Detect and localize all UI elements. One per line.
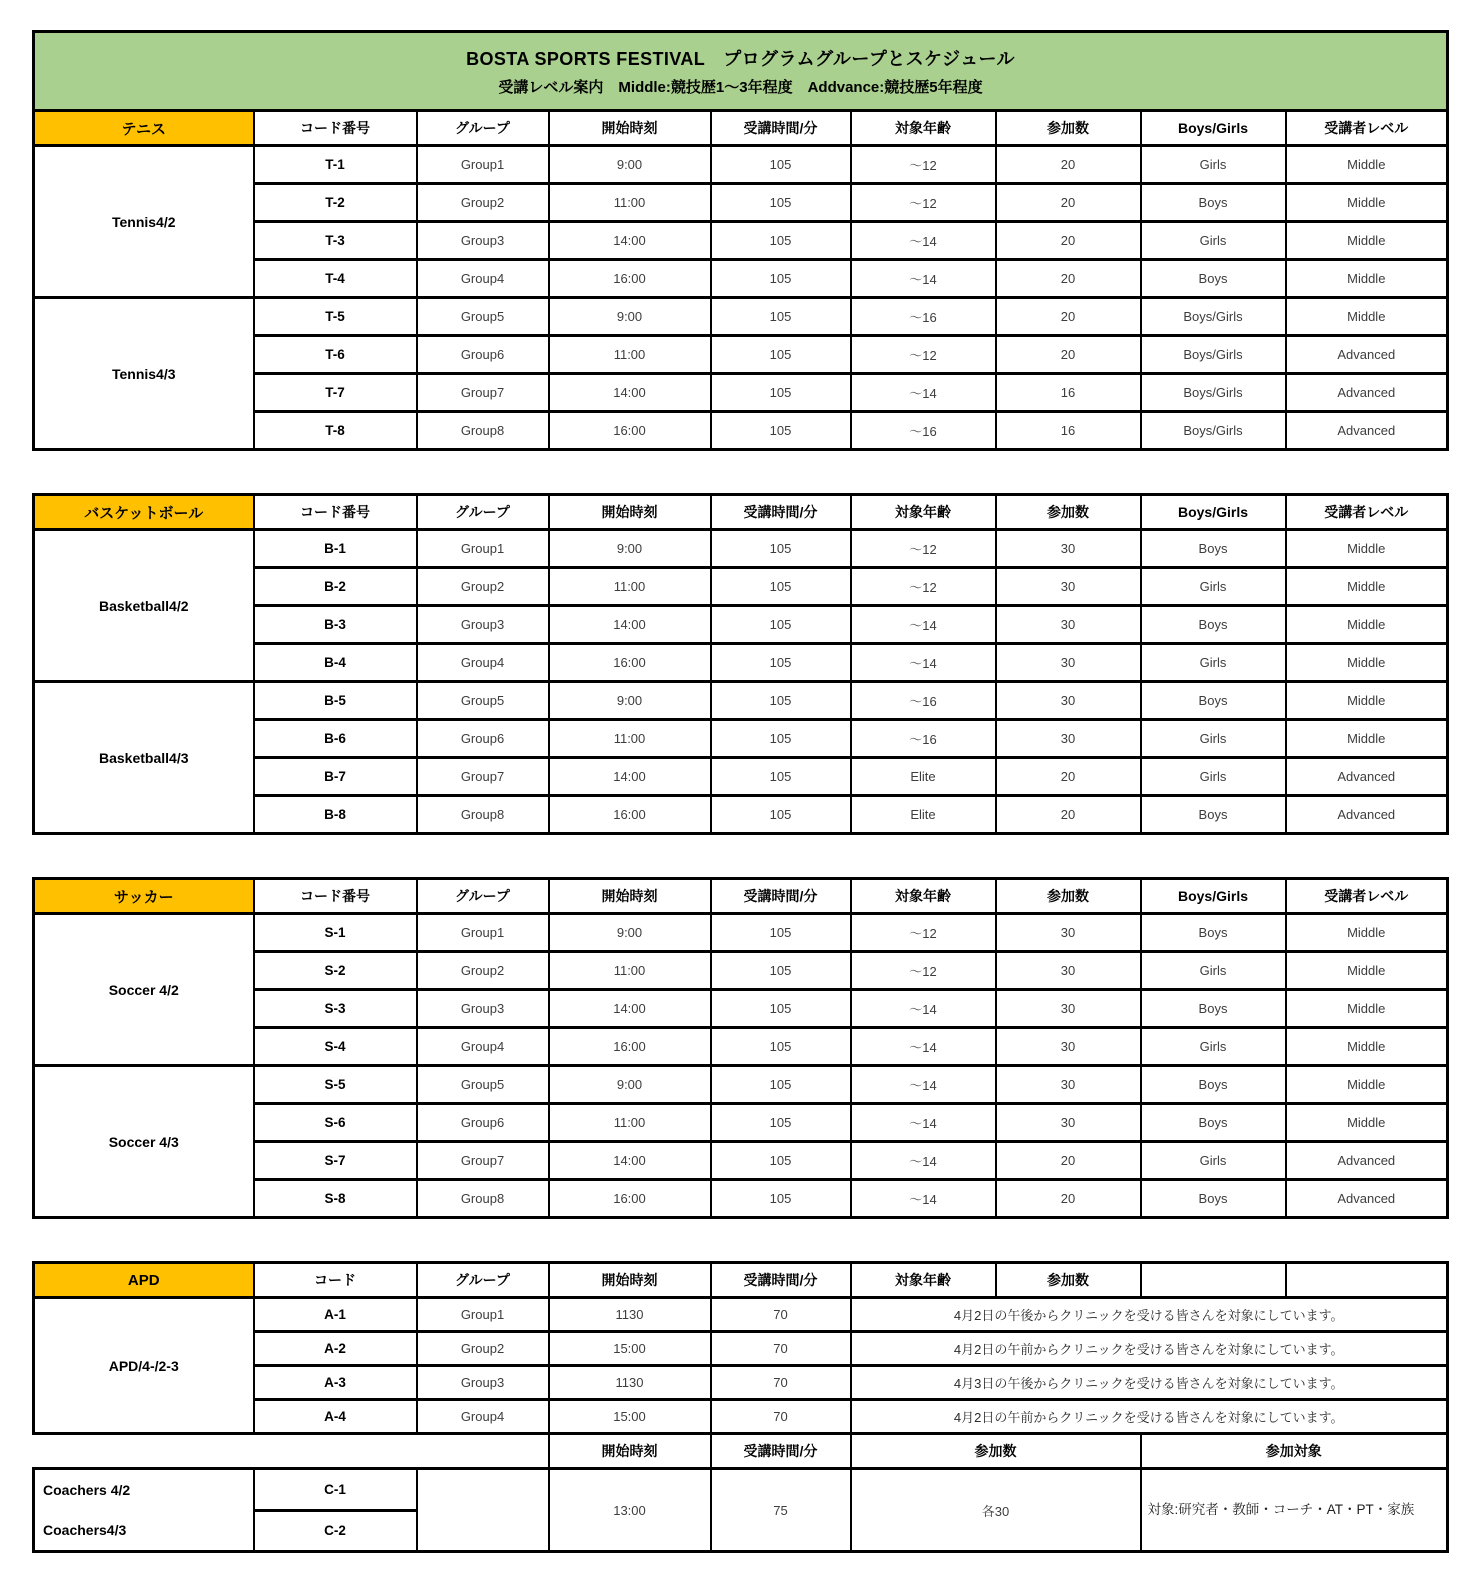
title-row [34, 32, 1448, 111]
start-cell: 11:00 [549, 184, 711, 222]
count-cell: 30 [996, 682, 1141, 720]
start-cell: 1130 [549, 1298, 711, 1332]
column-header-count: 参加数 [996, 495, 1141, 530]
start-cell: 14:00 [549, 374, 711, 412]
code-cell: S-2 [254, 952, 417, 990]
apd-table [32, 1261, 1449, 1435]
gender-cell: Boys [1141, 914, 1286, 952]
age-cell: ～14 [851, 374, 996, 412]
table-row [34, 1469, 1448, 1511]
duration-cell: 105 [711, 222, 851, 260]
count-cell: 20 [996, 184, 1141, 222]
duration-cell: 70 [711, 1366, 851, 1400]
sub-header-row [34, 1434, 1448, 1469]
start-cell: 9:00 [549, 682, 711, 720]
code-cell: T-5 [254, 298, 417, 336]
age-cell: ～14 [851, 1104, 996, 1142]
code-cell: T-3 [254, 222, 417, 260]
age-cell: ～16 [851, 682, 996, 720]
target-note-cell: 4月2日の午前からクリニックを受ける皆さんを対象にしています。 [851, 1332, 1448, 1366]
gender-cell: Girls [1141, 222, 1286, 260]
start-cell: 11:00 [549, 720, 711, 758]
gender-cell: Boys [1141, 606, 1286, 644]
column-header-duration: 受講時間/分 [711, 111, 851, 146]
group-cell: Group4 [417, 260, 549, 298]
code-cell: T-8 [254, 412, 417, 450]
level-cell: Advanced [1286, 374, 1448, 412]
column-header-level: 受講者レベル [1286, 879, 1448, 914]
gender-cell: Boys/Girls [1141, 374, 1286, 412]
count-cell: 20 [996, 758, 1141, 796]
duration-cell: 105 [711, 530, 851, 568]
start-cell: 16:00 [549, 412, 711, 450]
column-header-code: コード番号 [254, 495, 417, 530]
age-cell: ～14 [851, 1142, 996, 1180]
table-row [34, 914, 1448, 952]
group-cell: Group2 [417, 952, 549, 990]
group-cell: Group6 [417, 336, 549, 374]
age-cell: ～12 [851, 336, 996, 374]
age-cell: ～16 [851, 412, 996, 450]
level-cell: Middle [1286, 682, 1448, 720]
group-cell: Group4 [417, 1400, 549, 1434]
gender-cell: Boys [1141, 796, 1286, 834]
count-cell: 20 [996, 298, 1141, 336]
start-cell: 15:00 [549, 1332, 711, 1366]
code-cell: B-2 [254, 568, 417, 606]
gender-cell: Boys [1141, 530, 1286, 568]
coachers-table [32, 1432, 1449, 1553]
count-cell: 各30 [851, 1469, 1141, 1552]
sport-name-cell: Soccer 4/2 [34, 914, 254, 1066]
table-row [34, 146, 1448, 184]
column-header-start: 開始時刻 [549, 1434, 711, 1469]
column-header-count: 参加数 [996, 111, 1141, 146]
age-cell: ～16 [851, 298, 996, 336]
target-note-cell: 4月2日の午後からクリニックを受ける皆さんを対象にしています。 [851, 1298, 1448, 1332]
level-cell: Advanced [1286, 1142, 1448, 1180]
gender-cell: Girls [1141, 1142, 1286, 1180]
age-cell: ～12 [851, 184, 996, 222]
target-note-cell: 4月2日の午前からクリニックを受ける皆さんを対象にしています。 [851, 1400, 1448, 1434]
count-cell: 30 [996, 644, 1141, 682]
column-header-duration: 受講時間/分 [711, 1434, 851, 1469]
column-header-count: 参加数 [996, 1263, 1141, 1298]
code-cell: S-8 [254, 1180, 417, 1218]
tennis-table [32, 30, 1449, 451]
column-header-level: 受講者レベル [1286, 111, 1448, 146]
header-row [34, 495, 1448, 530]
level-cell: Middle [1286, 1066, 1448, 1104]
document-title-banner [34, 32, 1448, 111]
count-cell: 20 [996, 146, 1141, 184]
target-note-cell: 4月3日の午後からクリニックを受ける皆さんを対象にしています。 [851, 1366, 1448, 1400]
start-cell: 11:00 [549, 568, 711, 606]
column-header-empty [1286, 1263, 1448, 1298]
level-cell: Advanced [1286, 1180, 1448, 1218]
duration-cell: 105 [711, 606, 851, 644]
age-cell: ～12 [851, 914, 996, 952]
group-cell: Group5 [417, 1066, 549, 1104]
gender-cell: Girls [1141, 720, 1286, 758]
duration-cell: 105 [711, 1142, 851, 1180]
code-cell: S-7 [254, 1142, 417, 1180]
start-cell: 9:00 [549, 146, 711, 184]
level-cell: Middle [1286, 644, 1448, 682]
column-header-empty [1141, 1263, 1286, 1298]
table-row [34, 530, 1448, 568]
duration-cell: 105 [711, 1180, 851, 1218]
duration-cell: 75 [711, 1469, 851, 1552]
age-cell: ～12 [851, 146, 996, 184]
duration-cell: 105 [711, 336, 851, 374]
duration-cell: 105 [711, 1028, 851, 1066]
empty-group-cell [417, 1469, 549, 1552]
start-cell: 11:00 [549, 336, 711, 374]
gender-cell: Boys [1141, 260, 1286, 298]
duration-cell: 105 [711, 644, 851, 682]
duration-cell: 105 [711, 1104, 851, 1142]
gender-cell: Boys/Girls [1141, 298, 1286, 336]
column-header-group: グループ [417, 1263, 549, 1298]
gender-cell: Boys [1141, 990, 1286, 1028]
column-header-age: 対象年齢 [851, 1263, 996, 1298]
duration-cell: 105 [711, 568, 851, 606]
table-row [34, 1298, 1448, 1332]
start-cell: 16:00 [549, 1180, 711, 1218]
start-cell: 14:00 [549, 758, 711, 796]
target-cell: 対象:研究者・教師・コーチ・AT・PT・家族 [1141, 1469, 1448, 1552]
age-cell: Elite [851, 758, 996, 796]
column-header-group: グループ [417, 879, 549, 914]
start-cell: 16:00 [549, 796, 711, 834]
count-cell: 30 [996, 568, 1141, 606]
code-cell: S-4 [254, 1028, 417, 1066]
count-cell: 30 [996, 914, 1141, 952]
group-cell: Group7 [417, 374, 549, 412]
column-header-code: コード番号 [254, 111, 417, 146]
start-cell: 11:00 [549, 952, 711, 990]
age-cell: ～14 [851, 606, 996, 644]
code-cell: T-2 [254, 184, 417, 222]
level-cell: Middle [1286, 720, 1448, 758]
gender-cell: Boys [1141, 1180, 1286, 1218]
start-cell: 11:00 [549, 1104, 711, 1142]
code-cell: A-3 [254, 1366, 417, 1400]
age-cell: ～14 [851, 990, 996, 1028]
count-cell: 30 [996, 720, 1141, 758]
code-cell: T-1 [254, 146, 417, 184]
group-cell: Group1 [417, 146, 549, 184]
level-cell: Middle [1286, 990, 1448, 1028]
code-cell: A-2 [254, 1332, 417, 1366]
group-cell: Group2 [417, 568, 549, 606]
column-header-target: 参加対象 [1141, 1434, 1448, 1469]
start-cell: 1130 [549, 1366, 711, 1400]
column-header-duration: 受講時間/分 [711, 1263, 851, 1298]
header-row [34, 1263, 1448, 1298]
level-cell: Middle [1286, 222, 1448, 260]
header-row [34, 879, 1448, 914]
group-cell: Group8 [417, 412, 549, 450]
soccer-table [32, 877, 1449, 1219]
level-cell: Middle [1286, 298, 1448, 336]
duration-cell: 105 [711, 758, 851, 796]
gender-cell: Boys [1141, 184, 1286, 222]
group-cell: Group1 [417, 914, 549, 952]
sport-tab-tennis: テニス [34, 111, 254, 146]
group-cell: Group2 [417, 1332, 549, 1366]
column-header-code: コード番号 [254, 879, 417, 914]
duration-cell: 105 [711, 146, 851, 184]
gender-cell: Boys/Girls [1141, 412, 1286, 450]
count-cell: 20 [996, 796, 1141, 834]
gender-cell: Girls [1141, 952, 1286, 990]
group-cell: Group3 [417, 222, 549, 260]
basketball-table [32, 493, 1449, 835]
column-header-group: グループ [417, 495, 549, 530]
duration-cell: 105 [711, 412, 851, 450]
duration-cell: 105 [711, 952, 851, 990]
column-header-age: 対象年齢 [851, 111, 996, 146]
level-cell: Middle [1286, 184, 1448, 222]
column-header-count: 参加数 [851, 1434, 1141, 1469]
start-cell: 16:00 [549, 260, 711, 298]
sport-name-cell: Soccer 4/3 [34, 1066, 254, 1218]
group-cell: Group7 [417, 758, 549, 796]
duration-cell: 105 [711, 1066, 851, 1104]
duration-cell: 105 [711, 990, 851, 1028]
level-cell: Middle [1286, 260, 1448, 298]
group-cell: Group1 [417, 530, 549, 568]
age-cell: ～14 [851, 1028, 996, 1066]
duration-cell: 105 [711, 260, 851, 298]
column-header-count: 参加数 [996, 879, 1141, 914]
sport-name-cell: Basketball4/2 [34, 530, 254, 682]
age-cell: ～16 [851, 720, 996, 758]
age-cell: Elite [851, 796, 996, 834]
sport-tab-basketball: バスケットボール [34, 495, 254, 530]
code-cell: S-5 [254, 1066, 417, 1104]
start-cell: 9:00 [549, 298, 711, 336]
level-cell: Middle [1286, 530, 1448, 568]
count-cell: 30 [996, 952, 1141, 990]
level-cell: Middle [1286, 914, 1448, 952]
age-cell: ～14 [851, 644, 996, 682]
column-header-duration: 受講時間/分 [711, 879, 851, 914]
level-cell: Middle [1286, 568, 1448, 606]
column-header-code: コード [254, 1263, 417, 1298]
code-cell: T-7 [254, 374, 417, 412]
code-cell: A-4 [254, 1400, 417, 1434]
code-cell: A-1 [254, 1298, 417, 1332]
age-cell: ～12 [851, 530, 996, 568]
start-cell: 15:00 [549, 1400, 711, 1434]
gender-cell: Girls [1141, 758, 1286, 796]
group-cell: Group6 [417, 1104, 549, 1142]
group-cell: Group8 [417, 796, 549, 834]
age-cell: ～12 [851, 568, 996, 606]
group-cell: Group6 [417, 720, 549, 758]
code-cell: B-5 [254, 682, 417, 720]
column-header-gender: Boys/Girls [1141, 879, 1286, 914]
column-header-age: 対象年齢 [851, 495, 996, 530]
duration-cell: 105 [711, 184, 851, 222]
table-row [34, 298, 1448, 336]
code-cell: B-6 [254, 720, 417, 758]
start-cell: 9:00 [549, 530, 711, 568]
group-cell: Group7 [417, 1142, 549, 1180]
code-cell: B-3 [254, 606, 417, 644]
gender-cell: Boys/Girls [1141, 336, 1286, 374]
duration-cell: 105 [711, 720, 851, 758]
start-cell: 14:00 [549, 990, 711, 1028]
coachers-name-line: Coachers 4/2 [43, 1482, 131, 1498]
group-cell: Group2 [417, 184, 549, 222]
level-cell: Advanced [1286, 336, 1448, 374]
start-cell: 14:00 [549, 606, 711, 644]
group-cell: Group4 [417, 644, 549, 682]
count-cell: 30 [996, 606, 1141, 644]
table-row [34, 1066, 1448, 1104]
count-cell: 30 [996, 1104, 1141, 1142]
age-cell: ～14 [851, 1066, 996, 1104]
gender-cell: Girls [1141, 644, 1286, 682]
count-cell: 20 [996, 1180, 1141, 1218]
blank-spacer-cell [34, 1434, 549, 1469]
duration-cell: 70 [711, 1400, 851, 1434]
level-cell: Advanced [1286, 412, 1448, 450]
level-cell: Middle [1286, 606, 1448, 644]
age-cell: ～14 [851, 1180, 996, 1218]
age-cell: ～14 [851, 222, 996, 260]
coachers-name-cell [34, 1469, 254, 1552]
level-cell: Advanced [1286, 796, 1448, 834]
sport-name-cell: Tennis4/3 [34, 298, 254, 450]
gender-cell: Boys [1141, 1066, 1286, 1104]
level-cell: Middle [1286, 146, 1448, 184]
duration-cell: 70 [711, 1298, 851, 1332]
sport-name-cell: Tennis4/2 [34, 146, 254, 298]
sport-name-cell: APD/4-/2-3 [34, 1298, 254, 1434]
group-cell: Group5 [417, 682, 549, 720]
gender-cell: Girls [1141, 1028, 1286, 1066]
level-cell: Middle [1286, 952, 1448, 990]
age-cell: ～14 [851, 260, 996, 298]
count-cell: 16 [996, 374, 1141, 412]
count-cell: 16 [996, 412, 1141, 450]
code-cell: B-8 [254, 796, 417, 834]
group-cell: Group4 [417, 1028, 549, 1066]
start-cell: 13:00 [549, 1469, 711, 1552]
gender-cell: Boys [1141, 682, 1286, 720]
count-cell: 30 [996, 530, 1141, 568]
table-row [34, 682, 1448, 720]
column-header-age: 対象年齢 [851, 879, 996, 914]
code-cell: S-3 [254, 990, 417, 1028]
start-cell: 14:00 [549, 222, 711, 260]
start-cell: 9:00 [549, 914, 711, 952]
count-cell: 20 [996, 1142, 1141, 1180]
start-cell: 9:00 [549, 1066, 711, 1104]
column-header-start: 開始時刻 [549, 1263, 711, 1298]
column-header-group: グループ [417, 111, 549, 146]
code-cell: B-7 [254, 758, 417, 796]
count-cell: 30 [996, 990, 1141, 1028]
group-cell: Group3 [417, 606, 549, 644]
duration-cell: 105 [711, 796, 851, 834]
sport-tab-apd: APD [34, 1263, 254, 1298]
gender-cell: Girls [1141, 568, 1286, 606]
start-cell: 14:00 [549, 1142, 711, 1180]
group-cell: Group8 [417, 1180, 549, 1218]
code-cell: T-4 [254, 260, 417, 298]
count-cell: 30 [996, 1028, 1141, 1066]
count-cell: 20 [996, 336, 1141, 374]
start-cell: 16:00 [549, 644, 711, 682]
page-subtitle: 受講レベル案内 Middle:競技歴1～3年程度 Addvance:競技歴5年程度 [498, 79, 983, 96]
count-cell: 20 [996, 260, 1141, 298]
code-cell: C-2 [254, 1510, 417, 1552]
group-cell: Group3 [417, 990, 549, 1028]
start-cell: 16:00 [549, 1028, 711, 1066]
column-header-start: 開始時刻 [549, 111, 711, 146]
level-cell: Middle [1286, 1104, 1448, 1142]
group-cell: Group1 [417, 1298, 549, 1332]
group-cell: Group5 [417, 298, 549, 336]
level-cell: Middle [1286, 1028, 1448, 1066]
column-header-gender: Boys/Girls [1141, 111, 1286, 146]
column-header-start: 開始時刻 [549, 879, 711, 914]
code-cell: B-1 [254, 530, 417, 568]
sport-name-cell: Basketball4/3 [34, 682, 254, 834]
duration-cell: 105 [711, 914, 851, 952]
code-cell: S-6 [254, 1104, 417, 1142]
gender-cell: Girls [1141, 146, 1286, 184]
header-row [34, 111, 1448, 146]
code-cell: T-6 [254, 336, 417, 374]
duration-cell: 105 [711, 298, 851, 336]
page-title: BOSTA SPORTS FESTIVAL プログラムグループとスケジュール [466, 49, 1015, 69]
code-cell: B-4 [254, 644, 417, 682]
column-header-gender: Boys/Girls [1141, 495, 1286, 530]
gender-cell: Boys [1141, 1104, 1286, 1142]
duration-cell: 105 [711, 682, 851, 720]
age-cell: ～12 [851, 952, 996, 990]
code-cell: S-1 [254, 914, 417, 952]
column-header-start: 開始時刻 [549, 495, 711, 530]
group-cell: Group3 [417, 1366, 549, 1400]
coachers-name-line: Coachers4/3 [43, 1522, 127, 1538]
column-header-level: 受講者レベル [1286, 495, 1448, 530]
level-cell: Advanced [1286, 758, 1448, 796]
column-header-duration: 受講時間/分 [711, 495, 851, 530]
count-cell: 30 [996, 1066, 1141, 1104]
duration-cell: 70 [711, 1332, 851, 1366]
duration-cell: 105 [711, 374, 851, 412]
sport-tab-soccer: サッカー [34, 879, 254, 914]
code-cell: C-1 [254, 1469, 417, 1511]
count-cell: 20 [996, 222, 1141, 260]
